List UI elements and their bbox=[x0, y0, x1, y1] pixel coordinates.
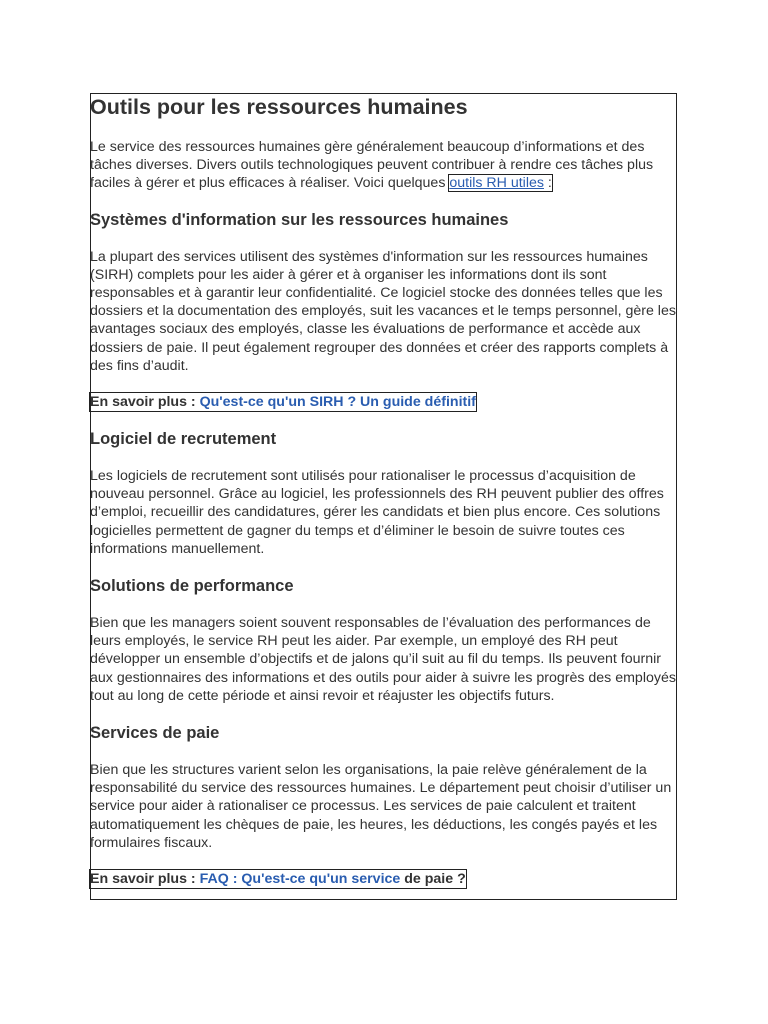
learn-more-payroll[interactable] bbox=[90, 870, 466, 888]
learn-more-sirh[interactable] bbox=[90, 393, 476, 411]
section-body-recruitment: Les logiciels de recrutement sont utilisés pour rationaliser le processus d’acquisition de nouveau personnel. Grâce au logiciel, les professionnels des RH peuvent publier des offres d’emploi, recueillir des candidatures, gérer les candidats et bien plus encore. Ces solutions logicielles permettent de gagner du temps et d’éliminer le besoin de suivre toutes ces informations manuellement. bbox=[90, 468, 664, 557]
section-heading-performance: Solutions de performance bbox=[90, 577, 294, 596]
section-heading-payroll: Services de paie bbox=[90, 724, 220, 743]
intro-text: Le service des ressources humaines gère généralement beaucoup d’informations et des tâches diverses. Divers outils technologiques peuvent contribuer à rendre ces tâches plus faciles à gérer et plus efficaces à réaliser. Voici quelques bbox=[90, 139, 654, 192]
payroll-faq-link[interactable]: FAQ : Qu'est-ce qu'un service bbox=[199, 871, 401, 888]
learn-more-label: En savoir plus : bbox=[90, 394, 200, 411]
section-body-sirh: La plupart des services utilisent des systèmes d'information sur les ressources humaines (SIRH) complets pour les aider à gérer et à organiser les informations dont ils sont responsables et à garantir leur confidentialité. Ce logiciel stocke des données telles que les dossiers et la documentation des employés, suit les vacances et le temps personnel, gère les avantages sociaux des employés, classe les évaluations de performance et accède aux dossiers de paie. Il peut également regrouper des données et créer des rapports complets à des fins d’audit. bbox=[90, 248, 676, 374]
section-heading-recruitment: Logiciel de recrutement bbox=[90, 430, 277, 449]
learn-more-after: de paie ? bbox=[400, 871, 466, 888]
sirh-guide-link[interactable]: Qu'est-ce qu'un SIRH ? Un guide définitif bbox=[199, 394, 476, 411]
section-heading-sirh: Systèmes d'information sur les ressources humaines bbox=[90, 210, 509, 229]
learn-more-label: En savoir plus : bbox=[90, 871, 200, 888]
document-content bbox=[90, 93, 678, 888]
section-body-performance: Bien que les managers soient souvent responsables de l’évaluation des performances de leurs employés, le service RH peut les aider. Par exemple, un employé des RH peut développer un ensemble d’objectifs et de jalons qu’il suit au fil du temps. Ils peuvent fournir aux gestionnaires des informations et des outils pour aider à suivre les progrès des employés tout au long de cette période et ainsi revoir et réajuster les objectifs futurs. bbox=[90, 615, 676, 704]
intro-paragraph bbox=[90, 138, 678, 193]
hr-tools-link[interactable]: outils RH utiles bbox=[449, 175, 544, 192]
hr-tools-link-box[interactable] bbox=[449, 175, 552, 191]
intro-after: : bbox=[543, 175, 552, 192]
section-body-payroll: Bien que les structures varient selon les organisations, la paie relève généralement de la responsabilité du service des ressources humaines. Le département peut choisir d’utiliser un service pour aider à rationaliser ce processus. Les services de paie calculent et traitent automatiquement les chèques de paie, les heures, les déductions, les congés payés et les formulaires fiscaux. bbox=[90, 762, 672, 851]
page-title: Outils pour les ressources humaines bbox=[90, 95, 468, 119]
